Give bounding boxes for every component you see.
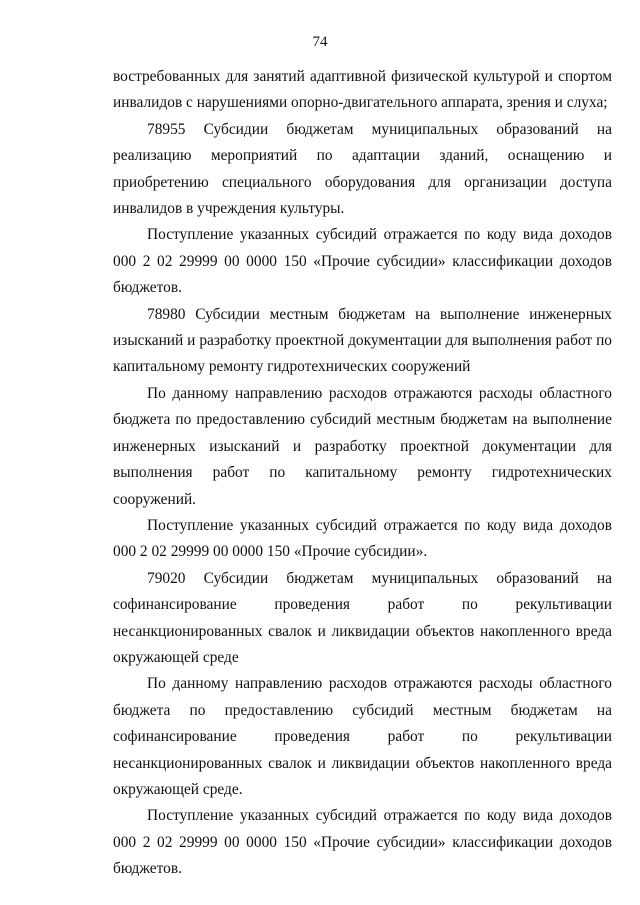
page-number: 74 bbox=[312, 34, 328, 50]
paragraph-78980-description: По данному направлению расходов отражаются расходы областного бюджета по предоставлению субсидий местным бюджетам на выполнение инженерных изысканий и разработку проектной документации для выполнения работ по капитальному ремонту гидротехнических сооружений. bbox=[113, 384, 612, 508]
paragraph-78955-title: 78955 Субсидии бюджетам муниципальных образований на реализацию мероприятий по адаптации зданий, оснащению и приобретению специального оборудования для организации доступа инвалидов в учреждения культуры. bbox=[113, 120, 612, 218]
paragraph-79020-title: 79020 Субсидии бюджетам муниципальных образований на софинансирование проведения работ по рекультивации несанкционированных свалок и ликвидации объектов накопленного вреда окружающей среде bbox=[113, 569, 612, 666]
paragraph-78980-receipt: Поступление указанных субсидий отражается по коду вида доходов 000 2 02 29999 00 0000 150 «Прочие субсидии». bbox=[113, 516, 612, 561]
paragraph-continuation: востребованных для занятий адаптивной физической культурой и спортом инвалидов с нарушениями опорно-двигательного аппарата, зрения и слуха; bbox=[113, 68, 612, 112]
paragraph-78980-title: 78980 Субсидии местным бюджетам на выполнение инженерных изысканий и разработку проектной документации для выполнения работ по капитальному ремонту гидротехнических сооружений bbox=[113, 305, 612, 376]
paragraph-78955-receipt: Поступление указанных субсидий отражается по коду вида доходов 000 2 02 29999 00 0000 150 «Прочие субсидии» классификации доходов бюджетов. bbox=[113, 226, 612, 297]
document-body bbox=[113, 64, 612, 883]
paragraph-79020-receipt: Поступление указанных субсидий отражается по коду вида доходов 000 2 02 29999 00 0000 150 «Прочие субсидии» классификации доходов бюджетов. bbox=[113, 807, 612, 878]
paragraph-79020-description: По данному направлению расходов отражаются расходы областного бюджета по предоставлению субсидий местным бюджетам на софинансирование проведения работ по рекультивации несанкционированных свалок и ликвидации объектов накопленного вреда окружающей среде. bbox=[113, 675, 612, 798]
